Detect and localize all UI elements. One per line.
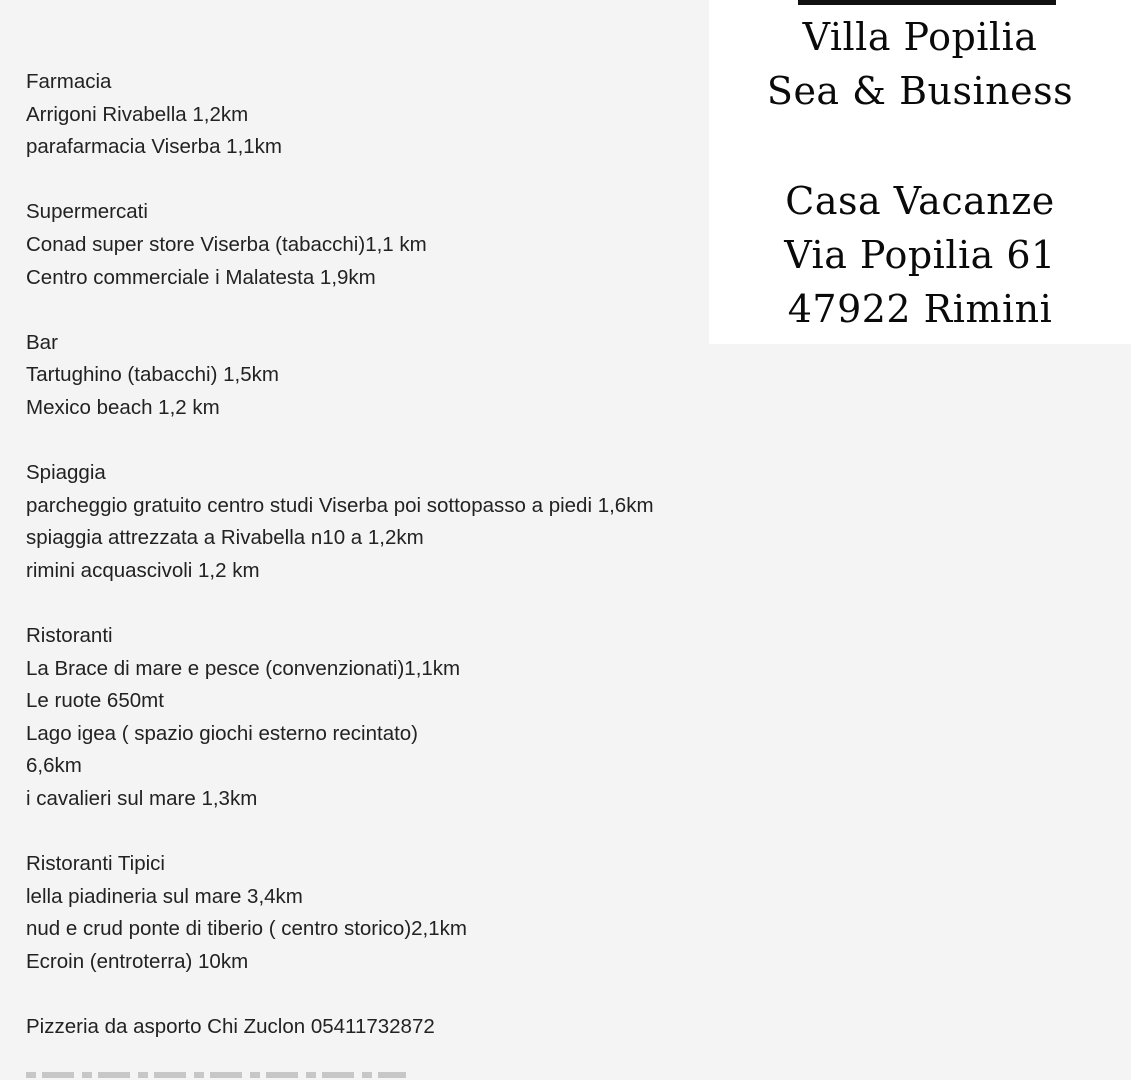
villa-name: Villa Popilia [802, 15, 1038, 59]
section-heading: Ristoranti [26, 624, 113, 648]
list-item: parcheggio gratuito centro studi Viserba poi sottopasso a piedi 1,6km [26, 493, 654, 517]
list-item: Tartughino (tabacchi) 1,5km [26, 363, 279, 387]
section-pizzeria [26, 1011, 786, 1044]
list-item: spiaggia attrezzata a Rivabella n10 a 1,2km [26, 526, 424, 550]
section-heading: Ristoranti Tipici [26, 852, 165, 876]
list-item: nud e crud ponte di tiberio ( centro storico)2,1km [26, 917, 467, 941]
list-item: rimini acquascivoli 1,2 km [26, 558, 260, 582]
section-heading: Pizzeria da asporto Chi Zuclon 05411732872 [26, 1015, 435, 1039]
section-heading: Spiaggia [26, 461, 106, 485]
section-ristoranti [26, 620, 786, 816]
cut-off-text-fragment [26, 1072, 406, 1078]
villa-tagline: Sea & Business [766, 69, 1074, 113]
card-top-rule [798, 0, 1056, 5]
list-item: Mexico beach 1,2 km [26, 395, 220, 419]
list-item: lella piadineria sul mare 3,4km [26, 884, 303, 908]
section-spiaggia [26, 457, 786, 587]
list-item: parafarmacia Viserba 1,1km [26, 135, 282, 159]
list-item: 6,6km [26, 754, 82, 778]
address-city: 47922 Rimini [787, 287, 1053, 331]
section-heading: Farmacia [26, 70, 112, 93]
list-item: Centro commerciale i Malatesta 1,9km [26, 265, 376, 289]
section-bar [26, 327, 786, 425]
section-heading: Supermercati [26, 200, 148, 224]
address-street: Via Popilia 61 [784, 233, 1056, 277]
section-supermercati [26, 196, 786, 294]
cut-off-text-line [26, 1066, 406, 1080]
section-farmacia [26, 66, 786, 164]
list-item: Conad super store Viserba (tabacchi)1,1 km [26, 232, 427, 256]
property-type: Casa Vacanze [785, 179, 1055, 223]
list-item: Ecroin (entroterra) 10km [26, 950, 249, 974]
list-item: Lago igea ( spazio giochi esterno recintato) [26, 721, 419, 745]
list-item: Le ruote 650mt [26, 689, 164, 713]
section-ristoranti-tipici [26, 848, 786, 978]
section-heading: Bar [26, 330, 58, 354]
list-item: i cavalieri sul mare 1,3km [26, 787, 258, 811]
list-item: La Brace di mare e pesce (convenzionati)1,1km [26, 656, 461, 680]
nearby-services-list [26, 66, 786, 1076]
address-card [709, 0, 1131, 344]
list-item: Arrigoni Rivabella 1,2km [26, 102, 249, 126]
